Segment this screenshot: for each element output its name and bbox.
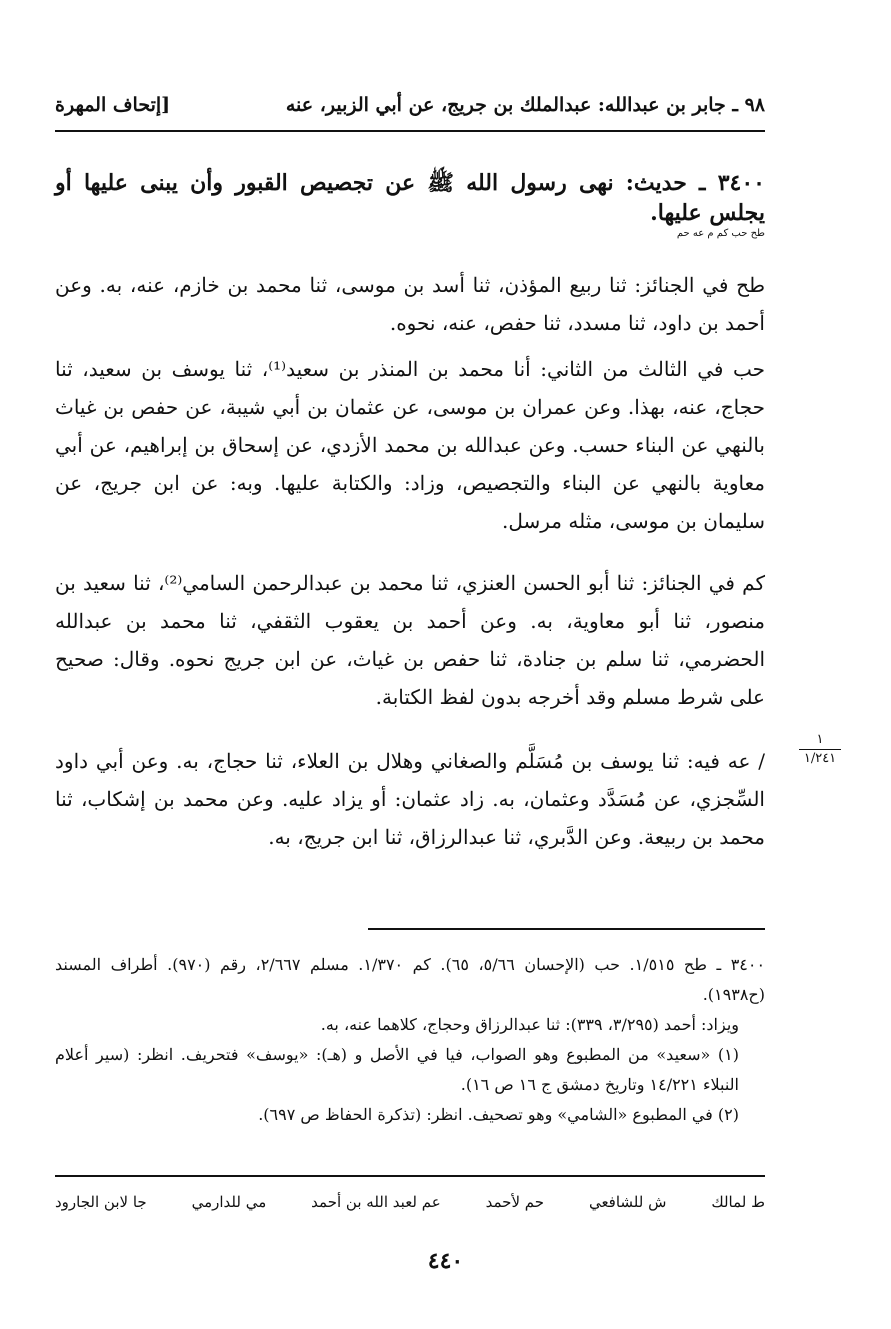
abbreviations-rule [55,1175,765,1177]
paragraph-abu-awana: / عه فيه: ثنا يوسف بن مُسَلَّم والصغاني وهلال بن العلاء، ثنا حجاج، به. وعن أبي داود السِّجزي، عن مُسَدَّد وعثمان، به. زاد عثمان: أو يزاد عليه. وعن محمد بن إشكاب، ثنا محمد بن ربيعة. وعن الدَّبري، ثنا عبدالرزاق، ثنا ابن جريج، به. [55,749,765,849]
abbreviation-item: ط لمالك [711,1193,765,1211]
manuscript-folio-note [795,732,845,767]
hadith-text: ٣٤٠٠ ـ حديث: نهى رسول الله ﷺ عن تجصيص القبور وأن يبنى عليها أو يجلس عليها. [55,170,765,226]
footnote-rule [368,928,765,930]
abbreviation-item: حم لأحمد [485,1193,545,1211]
paragraph-hakim: كم في الجنائز: ثنا أبو الحسن العنزي، ثنا محمد بن عبدالرحمن السامي⁽²⁾، ثنا سعيد بن منصور، ثنا أبو معاوية، به. وعن أحمد بن يعقوب الثقفي، ثنا محمد بن عبدالله الحضرمي، ثنا سلم بن جنادة، ثنا حفص بن غياث، عن ابن جريج نحوه. وقال: صحيح على شرط مسلم وقد أخرجه بدون لفظ الكتابة. [55,571,765,709]
abbreviation-item: ش للشافعي [588,1193,667,1211]
footnote-sources: ٣٤٠٠ ـ طح ١/٥١٥. حب (الإحسان ٥/٦٦، ٦٥). كم ١/٣٧٠. مسلم ٢/٦٦٧، رقم (٩٧٠). أطراف المسند (ح١٩٣٨). [55,955,766,1004]
folio-note-bottom: ١/٢٤١ [803,751,837,766]
footnote-additions: ويزاد: أحمد (٣/٢٩٥، ٣٣٩): ثنا عبدالرزاق وحجاج، كلاهما عنه، به. [320,1015,739,1034]
hadith-heading [55,168,765,240]
hadith-source-symbols: طح حب كم م عه حم [676,228,765,239]
abbreviations-key [55,1193,765,1211]
page-number: ٤٤٠ [427,1248,464,1274]
footnotes [55,950,765,1130]
paragraph-ibn-hibban: حب في الثالث من الثاني: أنا محمد بن المنذر بن سعيد⁽¹⁾، ثنا يوسف بن سعيد، ثنا حجاج، عنه، بهذا. وعن عمران بن موسى، عن عثمان بن أبي شيبة، عن حفص بن غياث بالنهي عن البناء حسب. وعن عبدالله بن محمد الأزدي، عن إسحاق بن إبراهيم، عن أبي معاوية بالنهي عن البناء والتجصيص، وزاد: والكتابة عليها. وبه: عن ابن جريج، عن سليمان بن موسى، مثله مرسل. [55,357,766,533]
abbreviation-item: مي للدارمي [191,1193,267,1211]
header-chapter-title: ٩٨ ـ جابر بن عبدالله: عبدالملك بن جريج، عن أبي الزبير، عنه [285,94,765,116]
running-header [55,90,765,120]
header-rule [55,130,765,132]
footnote-2: (٢) في المطبوع «الشامي» وهو تصحيف. انظر: (تذكرة الحفاظ ص ٦٩٧). [258,1105,739,1124]
paragraph-tahawi: طح في الجنائز: ثنا ربيع المؤذن، ثنا أسد بن موسى، ثنا محمد بن خازم، عنه، به. وعن أحمد بن داود، ثنا مسدد، ثنا حفص، عنه، نحوه. [55,273,765,335]
header-book-title: [إتحاف المهرة [55,94,171,116]
folio-note-divider [799,749,841,750]
abbreviation-item: عم لعبد الله بن أحمد [311,1193,441,1211]
abbreviation-item: جا لابن الجارود [55,1193,147,1211]
folio-note-top: ١ [816,732,824,747]
footnote-1: (١) «سعيد» من المطبوع وهو الصواب، فيا في الأصل و (هـ): «يوسف» فتحريف. انظر: (سير أعلام النبلاء ١٤/٢٢١ وتاريخ دمشق ج ١٦ ص ١٦). [55,1045,740,1094]
